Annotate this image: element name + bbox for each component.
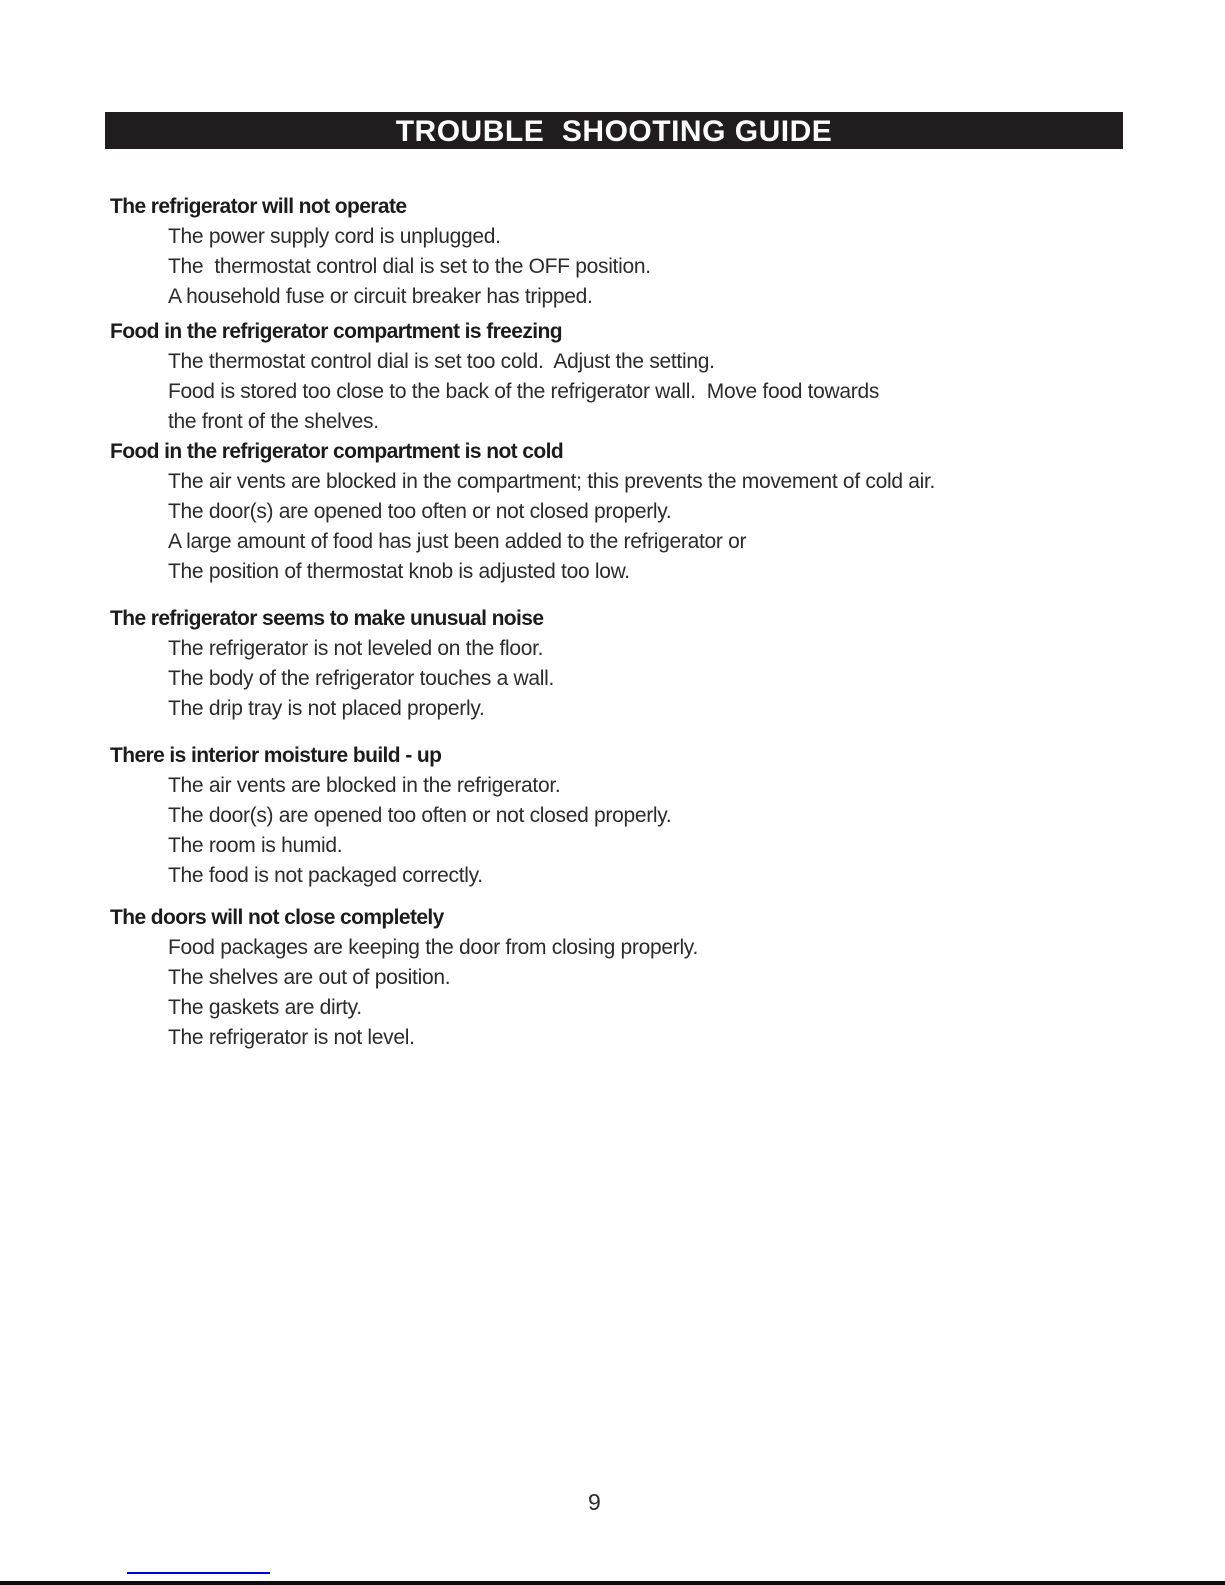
body-line: The door(s) are opened too often or not closed properly. [168,500,672,523]
body-line: A large amount of food has just been added to the refrigerator or [168,530,747,553]
body-line: The room is humid. [168,834,343,857]
scan-edge-line [0,1581,1225,1585]
section-heading: Food in the refrigerator compartment is freezing [110,320,562,343]
body-line: The gaskets are dirty. [168,996,362,1019]
body-line: The thermostat control dial is set to the OFF position. [168,255,651,278]
body-line: The air vents are blocked in the refrigerator. [168,774,561,797]
body-line: The power supply cord is unplugged. [168,225,501,248]
section-heading: The refrigerator seems to make unusual noise [110,607,544,630]
section-heading: The refrigerator will not operate [110,195,407,218]
body-line: Food is stored too close to the back of the refrigerator wall. Move food towards [168,380,880,403]
body-line: The refrigerator is not leveled on the floor. [168,637,544,660]
title-bar [105,112,1123,149]
body-line: Food packages are keeping the door from closing properly. [168,936,698,959]
troubleshooting-section [110,192,1170,312]
footer-link-underline[interactable] [127,1572,270,1574]
section-lines [110,347,1170,437]
body-line: the front of the shelves. [168,410,379,433]
body-line: A household fuse or circuit breaker has tripped. [168,285,593,308]
section-lines [110,771,1170,891]
section-lines [110,467,1170,587]
troubleshooting-sections [110,192,1170,1053]
section-heading: Food in the refrigerator compartment is not cold [110,440,564,463]
troubleshooting-section [110,437,1170,587]
section-heading: There is interior moisture build - up [110,744,442,767]
body-line: The food is not packaged correctly. [168,864,483,887]
section-lines [110,933,1170,1053]
body-line: The door(s) are opened too often or not closed properly. [168,804,672,827]
section-lines [110,222,1170,312]
body-line: The shelves are out of position. [168,966,451,989]
body-line: The thermostat control dial is set too cold. Adjust the setting. [168,350,715,373]
page-number: 9 [588,1489,601,1515]
body-line: The drip tray is not placed properly. [168,697,485,720]
troubleshooting-section [110,741,1170,891]
section-heading: The doors will not close completely [110,906,444,929]
body-line: The refrigerator is not level. [168,1026,415,1049]
body-line: The air vents are blocked in the compartment; this prevents the movement of cold air. [168,470,936,493]
page-title: TROUBLE SHOOTING GUIDE [395,114,833,148]
body-line: The body of the refrigerator touches a wall. [168,667,555,690]
troubleshooting-section [110,317,1170,437]
body-line: The position of thermostat knob is adjusted too low. [168,560,630,583]
troubleshooting-section [110,604,1170,724]
troubleshooting-section [110,903,1170,1053]
section-lines [110,634,1170,724]
